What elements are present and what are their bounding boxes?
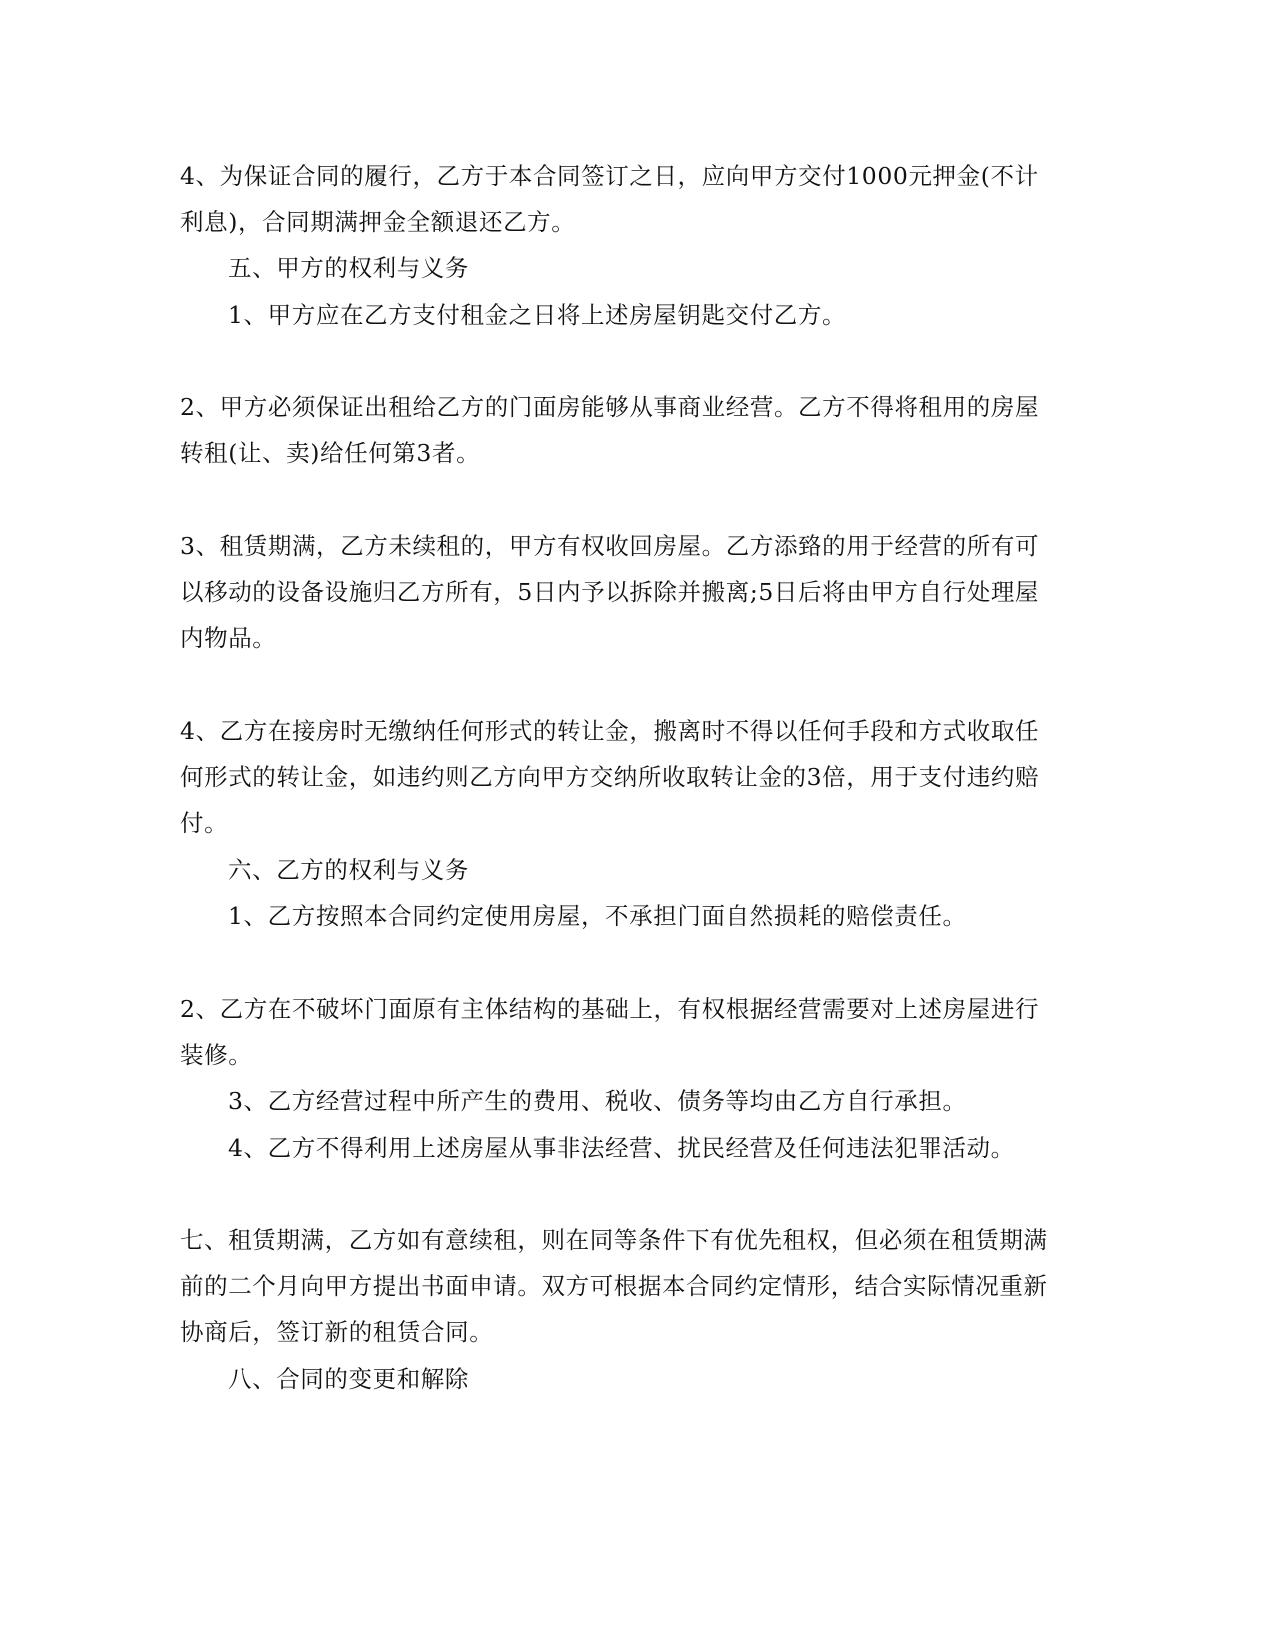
section-heading-change-termination: 八、合同的变更和解除 (228, 1365, 469, 1393)
clause-party-a-2: 2、甲方必须保证出租给乙方的门面房能够从事商业经营。乙方不得将租用的房屋转租(让、卖)给任何第3者。 (180, 393, 1040, 467)
section-heading-party-a: 五、甲方的权利与义务 (228, 254, 469, 282)
clause-party-a-1: 1、甲方应在乙方支付租金之日将上述房屋钥匙交付乙方。 (228, 301, 847, 329)
clause-party-b-2: 2、乙方在不破坏门面原有主体结构的基础上，有权根据经营需要对上述房屋进行装修。 (180, 995, 1040, 1069)
clause-deposit: 4、为保证合同的履行，乙方于本合同签订之日，应向甲方交付1000元押金(不计利息)，合同期满押金全额退还乙方。 (180, 162, 1039, 236)
section-heading-party-b: 六、乙方的权利与义务 (228, 856, 469, 884)
clause-party-a-3: 3、租赁期满，乙方未续租的，甲方有权收回房屋。乙方添臵的用于经营的所有可以移动的设备设施归乙方所有，5日内予以拆除并搬离;5日后将由甲方自行处理屋内物品。 (180, 532, 1040, 652)
clause-party-b-1: 1、乙方按照本合同约定使用房屋，不承担门面自然损耗的赔偿责任。 (228, 902, 967, 930)
clause-party-b-4: 4、乙方不得利用上述房屋从事非法经营、扰民经营及任何违法犯罪活动。 (228, 1134, 1015, 1162)
clause-renewal: 七、租赁期满，乙方如有意续租，则在同等条件下有优先租权，但必须在租赁期满前的二个月向甲方提出书面申请。双方可根据本合同约定情形，结合实际情况重新协商后，签订新的租赁合同。 (180, 1226, 1048, 1346)
clause-party-b-3: 3、乙方经营过程中所产生的费用、税收、债务等均由乙方自行承担。 (228, 1087, 967, 1115)
clause-party-a-4: 4、乙方在接房时无缴纳任何形式的转让金，搬离时不得以任何手段和方式收取任何形式的转让金，如违约则乙方向甲方交纳所收取转让金的3倍，用于支付违约赔付。 (180, 717, 1040, 837)
